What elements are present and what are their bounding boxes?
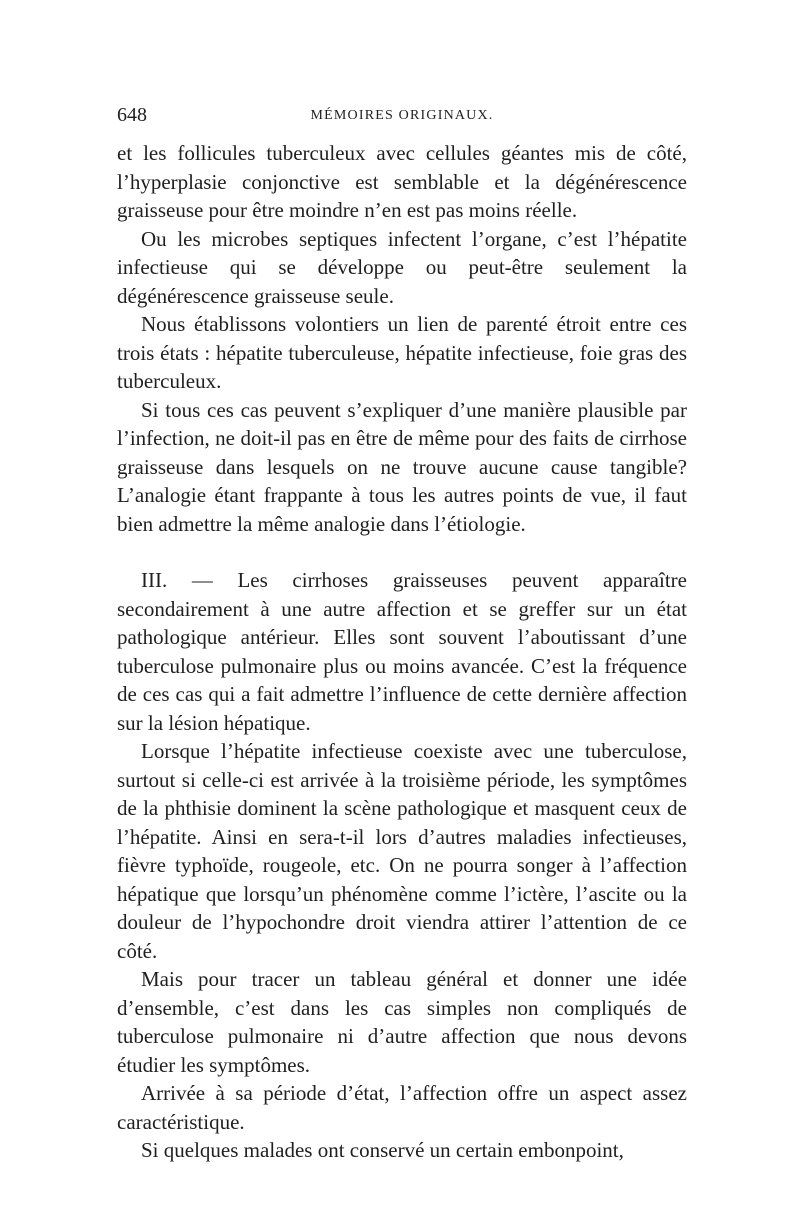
paragraph-embonpoint: Si quelques malades ont conservé un certain embonpoint, [141,1138,624,1162]
paragraph-infection: Si tous ces cas peuvent s’expliquer d’une manière plausible par l’infection, ne doit-il pas en être de même pour des faits de cirrhose graisseuse dans lesquels on ne trouve aucune cause tangible? L’analogie étant frappante à tous les autres points de vue, il faut bien admettre la même analogie dans l’étiologie. [117,397,687,536]
running-title: MÉMOIRES ORIGINAUX. [310,108,494,123]
paragraph-periode: Arrivée à sa période d’état, l’affection offre un aspect assez caractéristique. [117,1081,687,1134]
section-iii-paragraph: III. — Les cirrhoses graisseuses peuvent apparaître secondairement à une autre affection et se greffer sur un état pathologique antérieur. Elles sont souvent l’aboutissant d’une tuberculose pulmonaire plus ou moins avancée. C’est la fréquence de ces cas qui a fait admettre l’influence de cette dernière affection sur la lésion hépatique. [117,568,687,735]
paragraph-tableau: Mais pour tracer un tableau général et donner une idée d’ensemble, c’est dans les cas simples non compliqués de tuberculose pulmonaire ni d’autre affection que nous devons étudier les symptômes. [117,967,687,1077]
paragraph-parente: Nous établissons volontiers un lien de parenté étroit entre ces trois états : hépatite tuberculeuse, hépatite infectieuse, foie gras des tuberculeux. [117,312,687,393]
paragraph-continuation: et les follicules tuberculeux avec cellules géantes mis de côté, l’hyperplasie conjonctive est semblable et la dégénérescence graisseuse pour être moindre n’en est pas moins réelle. [117,141,687,222]
paragraph-microbes: Ou les microbes septiques infectent l’organe, c’est l’hépatite infectieuse qui se développe ou peut-être seulement la dégénérescence graisseuse seule. [117,226,687,308]
paragraph-tuberculose: Lorsque l’hépatite infectieuse coexiste avec une tuberculose, surtout si celle-ci est arrivée à la troisième période, les symptômes de la phthisie dominent la scène pathologique et masquent ceux de l’hépatite. Ainsi en sera-t-il lors d’autres maladies infectieuses, fièvre typhoïde, rougeole, etc. On ne pourra songer à l’affection hépatique que lorsqu’un phénomène comme l’ictère, l’ascite ou la douleur de l’hypochondre droit viendra attirer l’attention de ce côté. [117,739,687,963]
page-header [117,101,687,129]
body-text [117,139,687,1165]
page-number: 648 [117,104,147,126]
